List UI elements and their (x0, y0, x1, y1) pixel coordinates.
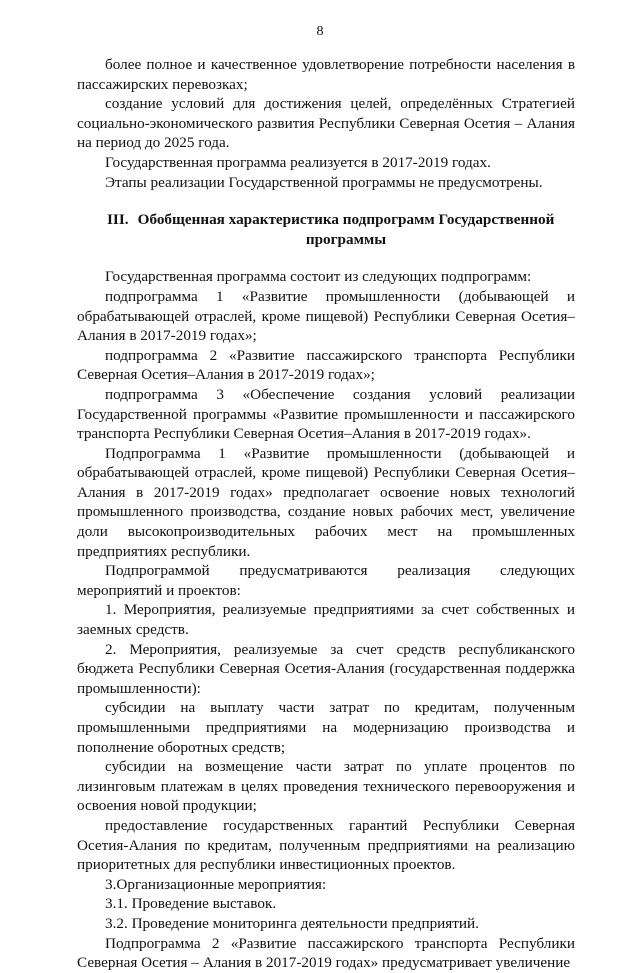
paragraph: создание условий для достижения целей, определённых Стратегией социально-экономического развития Республики Северная Осетия – Алания на период до 2025 года. (77, 95, 575, 152)
paragraph: Подпрограмма 1 «Развитие промышленности (добывающей и обрабатывающей отраслей, кроме пищевой) Республики Северная Осетия–Алания в 2017-2019 годах» предполагает освоение новых технологий промышленного производства, создание новых рабочих мест, увеличение доли высокопроизводительных рабочих мест на промышленных предприятиях республики. (77, 444, 575, 560)
paragraph: более полное и качественное удовлетворение потребности населения в пассажирских перевозках; (77, 56, 575, 93)
paragraph: субсидии на выплату части затрат по кредитам, полученным промышленными предприятиями на модернизацию производства и пополнение оборотных средств; (77, 699, 575, 756)
paragraph: 3.Организационные мероприятия: (105, 875, 327, 893)
paragraph: 3.1. Проведение выставок. (105, 895, 277, 913)
paragraph: предоставление государственных гарантий Республики Северная Осетия-Алания по кредитам, полученным предприятиями на реализацию приоритетных для республики инвестиционных проектов. (77, 816, 575, 874)
paragraph: Подпрограммой предусматриваются реализация следующих мероприятий и проектов: (77, 562, 575, 599)
paragraph: Государственная программа состоит из следующих подпрограмм: (105, 268, 532, 286)
paragraph: Этапы реализации Государственной программы не предусмотрены. (105, 173, 543, 191)
page-number: 8 (316, 24, 324, 39)
paragraph: 2. Мероприятия, реализуемые за счет средств республиканского бюджета Республики Северная Осетия-Алания (государственная поддержка промышленности): (77, 640, 575, 697)
paragraph: Подпрограмма 2 «Развитие пассажирского транспорта Республики Северная Осетия – Алания в 2017-2019 годах» предусматривает увеличение (77, 934, 575, 972)
paragraph: подпрограмма 2 «Развитие пассажирского транспорта Республики Северная Осетия–Алания в 2017-2019 годах»; (77, 346, 575, 384)
document-body (77, 55, 575, 973)
section-heading (77, 210, 575, 249)
paragraph: подпрограмма 1 «Развитие промышленности (добывающей и обрабатывающей отраслей, кроме пищевой) Республики Северная Осетия–Алания в 2017-2019 годах»; (77, 287, 575, 345)
paragraph: 3.2. Проведение мониторинга деятельности предприятий. (105, 914, 479, 932)
paragraph: Государственная программа реализуется в 2017-2019 годах. (105, 153, 491, 171)
section-number: III. (107, 211, 129, 229)
paragraph: подпрограмма 3 «Обеспечение создания условий реализации Государственной программы «Развитие промышленности и пассажирского транспорта Республики Северная Осетия–Алания в 2017-2019 годах». (77, 385, 575, 443)
paragraph: субсидии на возмещение части затрат по уплате процентов по лизинговым платежам в целях проведения технического перевооружения и освоения новой продукции; (77, 758, 575, 815)
paragraph: 1. Мероприятия, реализуемые предприятиями за счет собственных и заемных средств. (77, 601, 575, 639)
section-title: Обобщенная характеристика подпрограмм Государственной программы (137, 211, 555, 248)
